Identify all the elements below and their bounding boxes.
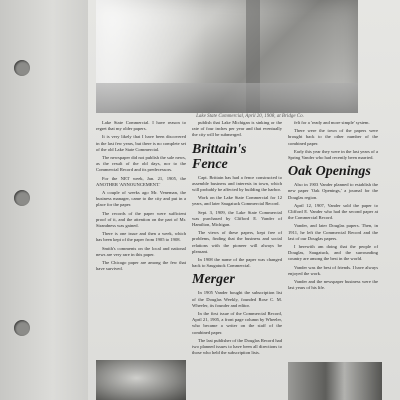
photo-caption: Lake State Commercial, April 20, 1908, at Bridge Co. [196,114,304,119]
paragraph: Smith's comments on the local and national news are very rare in this paper. [96,245,186,257]
paragraph: Early this year they were in the last years of a Spring Vander who had recently been married. [288,148,378,161]
headline-brittains-fence: Brittain's Fence [192,141,247,172]
paragraph: April 12, 1907, Vander sold the paper to Clifford E. Vander who had the second paper at the Commercial Record. [288,202,378,221]
paragraph: There were the town of the papers were brought back to the other number of the combined paper. [288,128,378,146]
paragraph: The Chicago paper are among the few that have survived. [96,260,186,272]
paragraph: Capt. Brittain has had a fence constructed to assemble business and interests in town, which will probably be affected by building the harbor. [192,174,282,193]
binder-hole [14,60,30,76]
paragraph: In the first issue of the Commercial Record, April 21, 1905, a front page column by Wheeler, who became a writer on the staff of the combined paper. [192,311,282,335]
headline-merger: Merger [192,272,235,288]
paragraph: Vander and the newspaper business were the last years of his life. [288,279,378,291]
left-column [96,120,186,274]
paragraph: publish that Lake Michigan is sinking or the rate of four inches per year and that eventually the city will be submerged. [192,120,282,138]
paragraph: A couple of weeks ago Mr. Veneman, the business manager, came to the city and put in a place for the paper. [96,190,186,208]
paragraph: The newspaper did not publish the sale news, as the result of the old days, nor to the Commercial Record and its predecessors. [96,155,186,173]
group-photo [288,362,382,400]
portrait-photo [96,360,186,400]
paragraph: I herewith am doing that the people of Douglas, Saugatuck, and the surrounding country are among the best in the world. [288,244,378,262]
paragraph: There is one issue and then a week, which has been kept of the paper from 1905 to 1908. [96,231,186,243]
paragraph: Vander, and later Douglas papers. Then, in 1911, he left the Commercial Record and the last of our Douglas papers. [288,223,378,241]
paragraph: The last publisher of the Douglas Record had two planned issues to have been all directions to those who held the subscription lists. [192,337,282,356]
harbor-photo [96,0,358,113]
paragraph: For the NET week, Jan. 21, 1905, the ANOTHER 'ANNOUNCEMENT.' [96,175,186,187]
paragraph: The records of the paper were sufficient proof of it, and the attention on the part of Mr. Strandness was gained. [96,210,186,229]
paragraph: Vander was the best of friends. I have always enjoyed the work. [288,264,378,276]
paragraph: Work on the Lake State Commercial for 12 years, and later Saugatuck Commercial Record. [192,195,282,207]
paragraph: In 1908 the name of the paper was changed back to Saugatuck Commercial. [192,257,282,269]
binder-hole [14,190,30,206]
paragraph: Also in 1903 Vander planned to establish the new paper 'Oak Openings,' a journal for the Douglas region. [288,182,378,200]
binder-margin [0,0,88,400]
paragraph: The views of these papers, kept free of problems, finding that the business and social relations with the pioneer will always be pleasant. [192,230,282,254]
middle-column [192,120,282,358]
paragraph: In 1905 Vander bought the subscription list of the Douglas Weekly, founded Rose C. M. Wheeler, its founder and editor. [192,290,282,308]
paragraph: Lake State Commercial. I have reason to regret that my older papers. [96,120,186,132]
right-column [288,120,378,293]
binder-hole [14,320,30,336]
paragraph: Sept. 3, 1909, the Lake State Commercial was purchased by Clifford E. Vander of Hamilton, Michigan. [192,209,282,228]
paragraph: felt for a 'ready and more simple' system. [294,120,370,125]
headline-oak-openings: Oak Openings [288,164,371,180]
paragraph: It is very likely that I have been discovered in the last few years, but there is no complete set of the old Lake State Commercial. [96,134,186,152]
